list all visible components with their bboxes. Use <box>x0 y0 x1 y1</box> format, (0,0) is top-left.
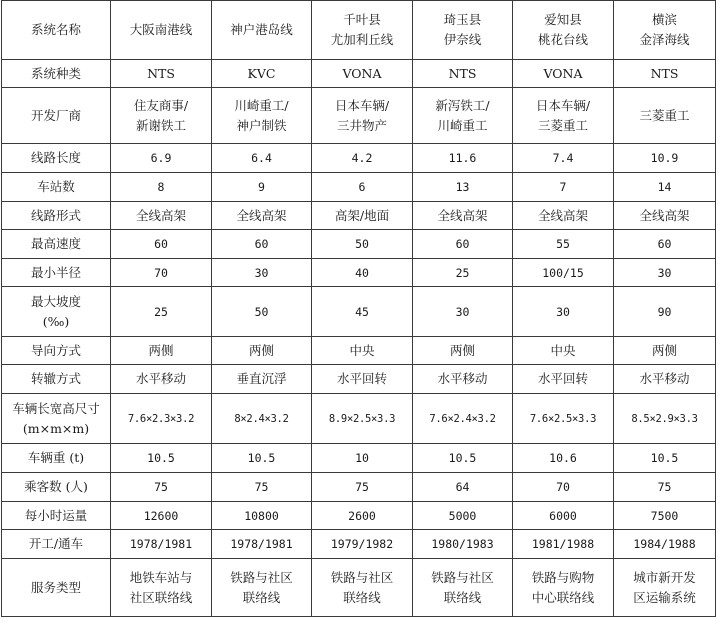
table-cell: NTS <box>413 60 513 88</box>
table-cell: 6.9 <box>111 144 212 173</box>
table-cell: 10.5 <box>413 444 513 473</box>
table-cell: 8 <box>111 173 212 202</box>
table-cell: 10800 <box>212 502 312 530</box>
table-cell: 1978/1981 <box>111 530 212 559</box>
table-cell: 水平移动 <box>413 365 513 394</box>
table-cell: 7.6×2.3×3.2 <box>111 394 212 444</box>
table-cell: 地铁车站与 社区联络线 <box>111 559 212 617</box>
system-comparison-table <box>1 0 716 617</box>
system-name-cell: 大阪南港线 <box>111 1 212 60</box>
table-row <box>2 444 716 473</box>
table-cell: 10.9 <box>614 144 716 173</box>
table-cell: 水平移动 <box>111 365 212 394</box>
table-cell: 10.5 <box>111 444 212 473</box>
table-cell: 新泻铁工/ 川崎重工 <box>413 88 513 144</box>
row-label-cell: 线路长度 <box>2 144 111 173</box>
table-cell: 11.6 <box>413 144 513 173</box>
table-cell: 水平移动 <box>614 365 716 394</box>
table-cell: 水平回转 <box>513 365 614 394</box>
table-cell: 7.6×2.5×3.3 <box>513 394 614 444</box>
table-cell: 7500 <box>614 502 716 530</box>
table-cell: 30 <box>614 259 716 287</box>
row-label-cell: 车辆长宽高尺寸 (m×m×m) <box>2 394 111 444</box>
table-cell: 铁路与社区 联络线 <box>312 559 413 617</box>
table-cell: 7.6×2.4×3.2 <box>413 394 513 444</box>
table-cell: NTS <box>111 60 212 88</box>
table-cell: 10.6 <box>513 444 614 473</box>
table-cell: 75 <box>111 473 212 502</box>
system-name-cell: 神户港岛线 <box>212 1 312 60</box>
table-cell: 8×2.4×3.2 <box>212 394 312 444</box>
table-cell: 10 <box>312 444 413 473</box>
table-row <box>2 230 716 259</box>
table-cell: 6.4 <box>212 144 312 173</box>
table-row <box>2 365 716 394</box>
table-row <box>2 259 716 287</box>
table-cell: 55 <box>513 230 614 259</box>
table-cell: 4.2 <box>312 144 413 173</box>
table-cell: 全线高架 <box>413 202 513 230</box>
table-cell: 13 <box>413 173 513 202</box>
row-label-cell: 开发厂商 <box>2 88 111 144</box>
table-cell: 三菱重工 <box>614 88 716 144</box>
system-name-cell: 千叶县 尤加利丘线 <box>312 1 413 60</box>
table-cell: 中央 <box>513 337 614 365</box>
table-cell: 50 <box>212 287 312 337</box>
table-cell: 1978/1981 <box>212 530 312 559</box>
table-cell: 住友商事/ 新谢铁工 <box>111 88 212 144</box>
row-label-cell: 最大坡度 (‰) <box>2 287 111 337</box>
row-label-cell: 线路形式 <box>2 202 111 230</box>
row-label-cell: 最高速度 <box>2 230 111 259</box>
table-row <box>2 202 716 230</box>
table-row <box>2 394 716 444</box>
table-cell: 30 <box>413 287 513 337</box>
table-row <box>2 173 716 202</box>
table-cell: 铁路与社区 联络线 <box>212 559 312 617</box>
table-cell: 100/15 <box>513 259 614 287</box>
table-cell: 40 <box>312 259 413 287</box>
table-cell: 7.4 <box>513 144 614 173</box>
table-cell: 75 <box>212 473 312 502</box>
row-label-cell: 每小时运量 <box>2 502 111 530</box>
table-cell: 9 <box>212 173 312 202</box>
table-cell: 5000 <box>413 502 513 530</box>
table-cell: 全线高架 <box>212 202 312 230</box>
table-cell: 75 <box>312 473 413 502</box>
table-cell: 两侧 <box>614 337 716 365</box>
table-cell: 25 <box>413 259 513 287</box>
table-cell: 14 <box>614 173 716 202</box>
table-cell: NTS <box>614 60 716 88</box>
row-label-cell: 乘客数 (人) <box>2 473 111 502</box>
table-cell: KVC <box>212 60 312 88</box>
table-cell: 两侧 <box>212 337 312 365</box>
table-cell: 70 <box>111 259 212 287</box>
row-label-cell: 导向方式 <box>2 337 111 365</box>
table-cell: 1984/1988 <box>614 530 716 559</box>
system-name-cell: 琦玉县 伊奈线 <box>413 1 513 60</box>
table-cell: 川崎重工/ 神户制铁 <box>212 88 312 144</box>
table-cell: 6000 <box>513 502 614 530</box>
table-cell: 高架/地面 <box>312 202 413 230</box>
table-cell: 60 <box>111 230 212 259</box>
row-label-cell: 最小半径 <box>2 259 111 287</box>
table-cell: 铁路与社区 联络线 <box>413 559 513 617</box>
table-cell: 城市新开发 区运输系统 <box>614 559 716 617</box>
table-row <box>2 287 716 337</box>
row-label-cell: 车站数 <box>2 173 111 202</box>
system-name-cell: 横滨 金泽海线 <box>614 1 716 60</box>
table-row <box>2 530 716 559</box>
table-cell: 日本车辆/ 三井物产 <box>312 88 413 144</box>
table-row <box>2 502 716 530</box>
table-cell: 45 <box>312 287 413 337</box>
table-row <box>2 60 716 88</box>
table-cell: 全线高架 <box>111 202 212 230</box>
table-cell: 10.5 <box>614 444 716 473</box>
table-cell: VONA <box>513 60 614 88</box>
table-cell: 12600 <box>111 502 212 530</box>
table-cell: 8.9×2.5×3.3 <box>312 394 413 444</box>
table-cell: 10.5 <box>212 444 312 473</box>
table-cell: 60 <box>614 230 716 259</box>
table-cell: 1979/1982 <box>312 530 413 559</box>
system-name-cell: 爱知县 桃花台线 <box>513 1 614 60</box>
table-cell: 30 <box>212 259 312 287</box>
row-label-cell: 转辙方式 <box>2 365 111 394</box>
table-cell: VONA <box>312 60 413 88</box>
table-cell: 日本车辆/ 三菱重工 <box>513 88 614 144</box>
table-cell: 两侧 <box>111 337 212 365</box>
row-label-cell: 系统种类 <box>2 60 111 88</box>
table-cell: 50 <box>312 230 413 259</box>
table-row <box>2 144 716 173</box>
table-cell: 60 <box>413 230 513 259</box>
table-cell: 全线高架 <box>513 202 614 230</box>
table-cell: 25 <box>111 287 212 337</box>
table-row <box>2 473 716 502</box>
table-cell: 垂直沉浮 <box>212 365 312 394</box>
table-cell: 70 <box>513 473 614 502</box>
table-cell: 75 <box>614 473 716 502</box>
row-label-cell: 车辆重 (t) <box>2 444 111 473</box>
row-label-cell: 服务类型 <box>2 559 111 617</box>
header-label-cell: 系统名称 <box>2 1 111 60</box>
table-row <box>2 337 716 365</box>
table-cell: 全线高架 <box>614 202 716 230</box>
header-row <box>2 1 716 60</box>
table-cell: 60 <box>212 230 312 259</box>
table-cell: 2600 <box>312 502 413 530</box>
table-cell: 7 <box>513 173 614 202</box>
table-cell: 90 <box>614 287 716 337</box>
table-cell: 30 <box>513 287 614 337</box>
table-row <box>2 559 716 617</box>
table-cell: 两侧 <box>413 337 513 365</box>
table-cell: 6 <box>312 173 413 202</box>
table-cell: 中央 <box>312 337 413 365</box>
table-cell: 铁路与购物 中心联络线 <box>513 559 614 617</box>
table-cell: 64 <box>413 473 513 502</box>
table-cell: 水平回转 <box>312 365 413 394</box>
table-row <box>2 88 716 144</box>
table-cell: 8.5×2.9×3.3 <box>614 394 716 444</box>
table-cell: 1980/1983 <box>413 530 513 559</box>
table-cell: 1981/1988 <box>513 530 614 559</box>
row-label-cell: 开工/通车 <box>2 530 111 559</box>
